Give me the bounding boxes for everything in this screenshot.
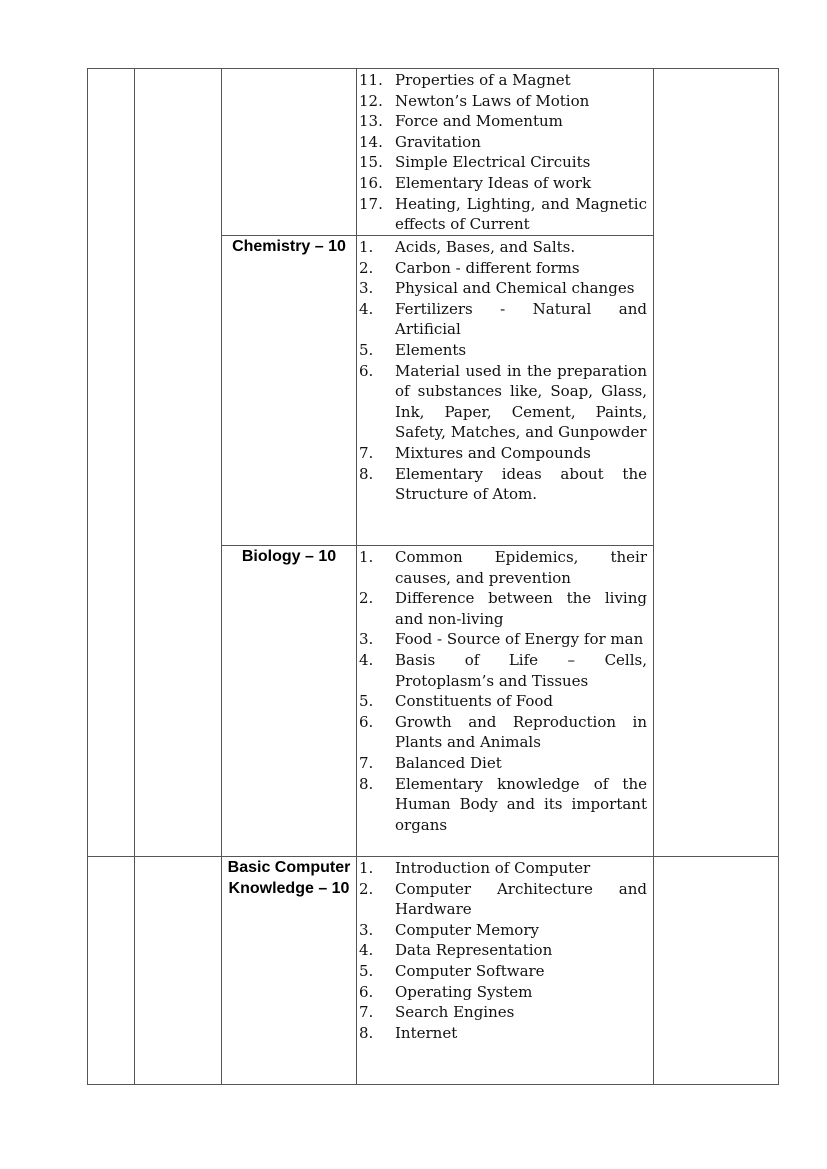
list-item: 3. Food - Source of Energy for man — [359, 630, 644, 649]
list-item: 7. Mixtures and Compounds — [359, 443, 591, 462]
biology-topic-list — [357, 546, 653, 835]
list-item: 6. Operating System — [359, 982, 533, 1001]
remarks-cell — [654, 857, 779, 1085]
subject-title-biology: Biology – 10 — [241, 548, 337, 565]
list-item: 7. Search Engines — [359, 1003, 515, 1022]
list-item: 8. Elementary knowledge of the Human Body and its important organs — [359, 774, 647, 834]
serial-cell — [88, 69, 135, 857]
paper-cell — [135, 857, 222, 1085]
list-item: 17. Heating, Lighting, and Magnetic effects of Current — [359, 194, 647, 234]
serial-cell — [88, 857, 135, 1085]
list-item: 5. Computer Software — [359, 961, 545, 980]
list-item: 2. Carbon - different forms — [359, 258, 580, 277]
syllabus-table — [87, 68, 779, 1085]
chemistry-topic-list — [357, 236, 653, 505]
list-item: 8. Internet — [359, 1023, 458, 1042]
topics-cell — [357, 546, 654, 857]
table-row — [88, 69, 779, 236]
subject-cell — [222, 857, 357, 1085]
list-item: 6. Growth and Reproduction in Plants and Animals — [359, 712, 647, 752]
topics-cell — [357, 857, 654, 1085]
list-item: 13. Force and Momentum — [359, 112, 563, 131]
list-item: 4. Basis of Life – Cells, Protoplasm’s and Tissues — [359, 650, 647, 690]
list-item: 11. Properties of a Magnet — [359, 71, 571, 89]
list-item: 8. Elementary ideas about the Structure of Atom. — [359, 464, 647, 504]
list-item: 6. Material used in the preparation of substances like, Soap, Glass, Ink, Paper, Cement, Paints, Safety, Matches, and Gunpowder — [359, 361, 647, 442]
list-item: 1. Acids, Bases, and Salts. — [359, 238, 576, 256]
subject-title-chemistry: Chemistry – 10 — [232, 238, 346, 255]
computer-topic-list — [357, 857, 653, 1043]
list-item: 5. Elements — [359, 340, 467, 359]
list-item: 1. Common Epidemics, their causes, and prevention — [359, 548, 647, 587]
list-item: 5. Constituents of Food — [359, 692, 554, 711]
list-item: 3. Computer Memory — [359, 920, 539, 939]
subject-cell — [222, 236, 357, 546]
list-item: 4. Fertilizers - Natural and Artificial — [359, 299, 647, 339]
list-item: 16. Elementary Ideas of work — [359, 173, 592, 192]
remarks-cell — [654, 69, 779, 857]
list-item: 15. Simple Electrical Circuits — [359, 153, 591, 172]
list-item: 3. Physical and Chemical changes — [359, 279, 635, 298]
list-item: 12. Newton’s Laws of Motion — [359, 91, 590, 110]
subject-cell — [222, 546, 357, 857]
list-item: 2. Difference between the living and non-living — [359, 589, 647, 628]
physics-topic-list — [357, 69, 653, 235]
list-item: 4. Data Representation — [359, 941, 553, 960]
subject-title-computer: Basic Computer Knowledge – 10 — [227, 859, 351, 897]
list-item: 7. Balanced Diet — [359, 753, 502, 772]
table-row — [88, 857, 779, 1085]
list-item: 1. Introduction of Computer — [359, 859, 591, 877]
list-item: 2. Computer Architecture and Hardware — [359, 879, 647, 919]
list-item: 14. Gravitation — [359, 132, 481, 151]
paper-cell — [135, 69, 222, 857]
topics-cell — [357, 69, 654, 236]
subject-cell — [222, 69, 357, 236]
topics-cell — [357, 236, 654, 546]
